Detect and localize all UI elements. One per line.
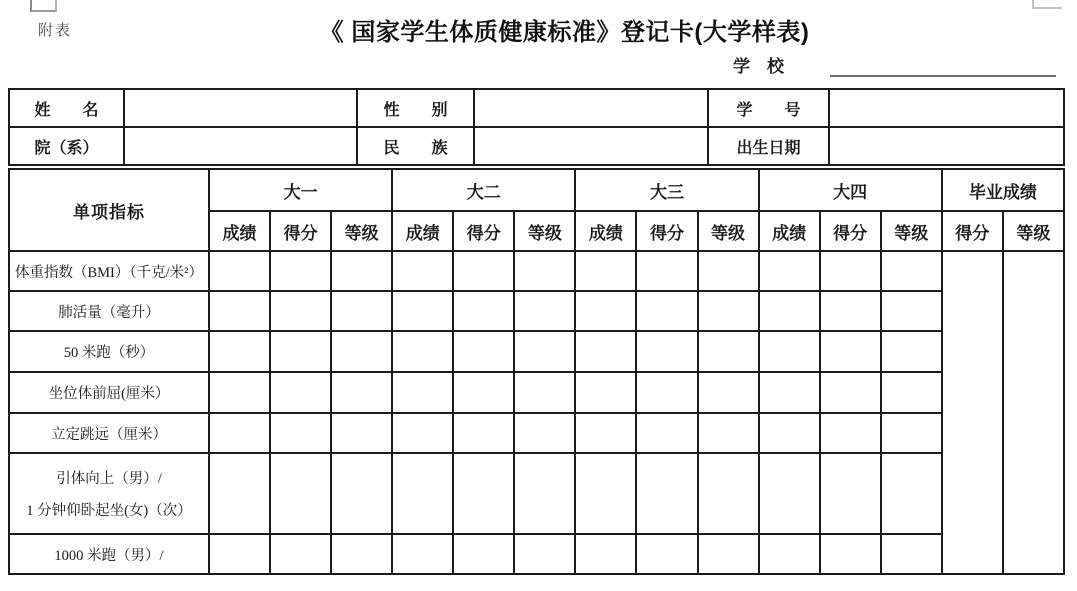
score-cell[interactable] (636, 251, 697, 291)
graduation-header: 毕业成绩 (942, 169, 1064, 211)
score-cell[interactable] (392, 534, 453, 574)
score-cell[interactable] (820, 331, 881, 372)
score-cell[interactable] (881, 372, 942, 413)
score-cell[interactable] (575, 534, 636, 574)
score-cell[interactable] (270, 372, 331, 413)
score-cell[interactable] (636, 413, 697, 453)
score-cell[interactable] (881, 453, 942, 534)
score-cell[interactable] (698, 534, 759, 574)
score-cell[interactable] (881, 291, 942, 331)
year3-points-header: 得分 (636, 211, 697, 251)
indicator-50m-run: 50 米跑（秒） (9, 331, 209, 372)
score-cell[interactable] (820, 453, 881, 534)
ethnicity-value-cell[interactable] (474, 127, 708, 165)
indicator-header: 单项指标 (9, 169, 209, 251)
score-cell[interactable] (881, 251, 942, 291)
info-row-1 (9, 89, 1064, 127)
score-cell[interactable] (575, 331, 636, 372)
score-cell[interactable] (270, 413, 331, 453)
score-cell[interactable] (759, 453, 820, 534)
year3-header: 大三 (575, 169, 758, 211)
student-id-label: 学 号 (708, 89, 829, 127)
score-cell[interactable] (392, 453, 453, 534)
indicator-situps-line: 1 分钟仰卧起坐(女)（次） (26, 503, 192, 520)
score-cell[interactable] (392, 372, 453, 413)
score-cell[interactable] (209, 534, 270, 574)
indicator-vital-capacity: 肺活量（毫升） (9, 291, 209, 331)
score-cell[interactable] (820, 251, 881, 291)
scores-table (8, 168, 1065, 575)
table-row-1000m-run (9, 534, 1064, 574)
score-cell[interactable] (209, 413, 270, 453)
score-cell[interactable] (575, 372, 636, 413)
score-cell[interactable] (698, 372, 759, 413)
table-row-standing-long-jump (9, 413, 1064, 453)
graduation-grade-header: 等级 (1003, 211, 1064, 251)
graduation-points-header: 得分 (942, 211, 1003, 251)
page-corner-mark-left (30, 0, 57, 12)
attachment-label: 附表 (38, 23, 73, 39)
score-cell[interactable] (881, 534, 942, 574)
score-cell[interactable] (209, 453, 270, 534)
year4-header: 大四 (759, 169, 942, 211)
indicator-standing-long-jump: 立定跳远（厘米） (9, 413, 209, 453)
year2-header: 大二 (392, 169, 575, 211)
score-cell[interactable] (636, 372, 697, 413)
score-cell[interactable] (820, 372, 881, 413)
score-cell[interactable] (514, 413, 575, 453)
score-cell[interactable] (759, 413, 820, 453)
year1-score-header: 成绩 (209, 211, 270, 251)
score-cell[interactable] (636, 534, 697, 574)
school-row (733, 52, 1056, 77)
score-cell[interactable] (698, 291, 759, 331)
year-header-row (9, 169, 1064, 211)
student-info-table (8, 88, 1065, 166)
score-cell[interactable] (820, 534, 881, 574)
score-cell[interactable] (392, 291, 453, 331)
score-cell[interactable] (575, 453, 636, 534)
score-cell[interactable] (759, 291, 820, 331)
score-cell[interactable] (881, 413, 942, 453)
student-id-value-cell[interactable] (829, 89, 1064, 127)
graduation-grade-cell[interactable] (1003, 251, 1064, 574)
graduation-points-cell[interactable] (942, 251, 1003, 574)
birthdate-value-cell[interactable] (829, 127, 1064, 165)
score-cell[interactable] (209, 372, 270, 413)
score-cell[interactable] (453, 372, 514, 413)
table-row-50m-run (9, 331, 1064, 372)
score-cell[interactable] (270, 534, 331, 574)
indicator-1000m-run: 1000 米跑（男）/ (9, 534, 209, 574)
score-cell[interactable] (514, 534, 575, 574)
score-cell[interactable] (575, 413, 636, 453)
score-cell[interactable] (698, 331, 759, 372)
year2-points-header: 得分 (453, 211, 514, 251)
score-cell[interactable] (453, 251, 514, 291)
info-row-2 (9, 127, 1064, 165)
score-cell[interactable] (331, 413, 392, 453)
year1-header: 大一 (209, 169, 392, 211)
score-cell[interactable] (209, 251, 270, 291)
score-cell[interactable] (270, 251, 331, 291)
score-cell[interactable] (331, 372, 392, 413)
score-cell[interactable] (759, 331, 820, 372)
table-row-sit-and-reach (9, 372, 1064, 413)
score-cell[interactable] (759, 534, 820, 574)
page-corner-mark-right (1032, 0, 1062, 9)
year4-points-header: 得分 (820, 211, 881, 251)
year2-grade-header: 等级 (514, 211, 575, 251)
score-cell[interactable] (698, 413, 759, 453)
score-cell[interactable] (636, 291, 697, 331)
year4-grade-header: 等级 (881, 211, 942, 251)
score-cell[interactable] (331, 453, 392, 534)
score-cell[interactable] (453, 331, 514, 372)
indicator-sit-and-reach: 坐位体前屈(厘米） (9, 372, 209, 413)
score-cell[interactable] (575, 291, 636, 331)
score-cell[interactable] (759, 372, 820, 413)
table-row-bmi (9, 251, 1064, 291)
school-label: 学 校 (733, 57, 784, 76)
score-cell[interactable] (270, 291, 331, 331)
score-cell[interactable] (698, 251, 759, 291)
table-row-vital-capacity (9, 291, 1064, 331)
score-cell[interactable] (392, 251, 453, 291)
ethnicity-label: 民 族 (357, 127, 474, 165)
score-cell[interactable] (820, 291, 881, 331)
year2-score-header: 成绩 (392, 211, 453, 251)
score-cell[interactable] (392, 331, 453, 372)
score-cell[interactable] (698, 453, 759, 534)
score-cell[interactable] (636, 453, 697, 534)
score-cell[interactable] (331, 251, 392, 291)
score-cell[interactable] (514, 291, 575, 331)
gender-label: 性 别 (357, 89, 474, 127)
score-cell[interactable] (820, 413, 881, 453)
score-cell[interactable] (453, 413, 514, 453)
indicator-bmi: 体重指数（BMI）（千克/米²） (9, 251, 209, 291)
score-cell[interactable] (453, 534, 514, 574)
score-cell[interactable] (881, 331, 942, 372)
year3-grade-header: 等级 (698, 211, 759, 251)
year3-score-header: 成绩 (575, 211, 636, 251)
gender-value-cell[interactable] (474, 89, 708, 127)
score-cell[interactable] (453, 291, 514, 331)
year4-score-header: 成绩 (759, 211, 820, 251)
school-fill-line[interactable] (830, 55, 1056, 77)
department-label: 院（系） (9, 127, 124, 165)
score-cell[interactable] (331, 534, 392, 574)
table-row-pullups-situps (9, 453, 1064, 534)
score-cell[interactable] (392, 413, 453, 453)
year1-grade-header: 等级 (331, 211, 392, 251)
page-title: 《 国家学生体质健康标准》登记卡(大学样表) (319, 19, 810, 46)
score-cell[interactable] (514, 251, 575, 291)
score-cell[interactable] (209, 331, 270, 372)
score-cell[interactable] (270, 453, 331, 534)
score-cell[interactable] (331, 331, 392, 372)
birthdate-label: 出生日期 (708, 127, 829, 165)
score-cell[interactable] (514, 331, 575, 372)
score-cell[interactable] (636, 331, 697, 372)
score-cell[interactable] (209, 291, 270, 331)
name-label: 姓 名 (9, 89, 124, 127)
department-value-cell[interactable] (124, 127, 357, 165)
score-cell[interactable] (453, 453, 514, 534)
name-value-cell[interactable] (124, 89, 357, 127)
score-cell[interactable] (331, 291, 392, 331)
score-cell[interactable] (575, 251, 636, 291)
score-cell[interactable] (514, 453, 575, 534)
score-cell[interactable] (270, 331, 331, 372)
year1-points-header: 得分 (270, 211, 331, 251)
indicator-pullups-line: 引体向上（男）/ (56, 470, 162, 487)
score-cell[interactable] (514, 372, 575, 413)
indicator-pullups-situps (9, 453, 209, 534)
score-cell[interactable] (759, 251, 820, 291)
